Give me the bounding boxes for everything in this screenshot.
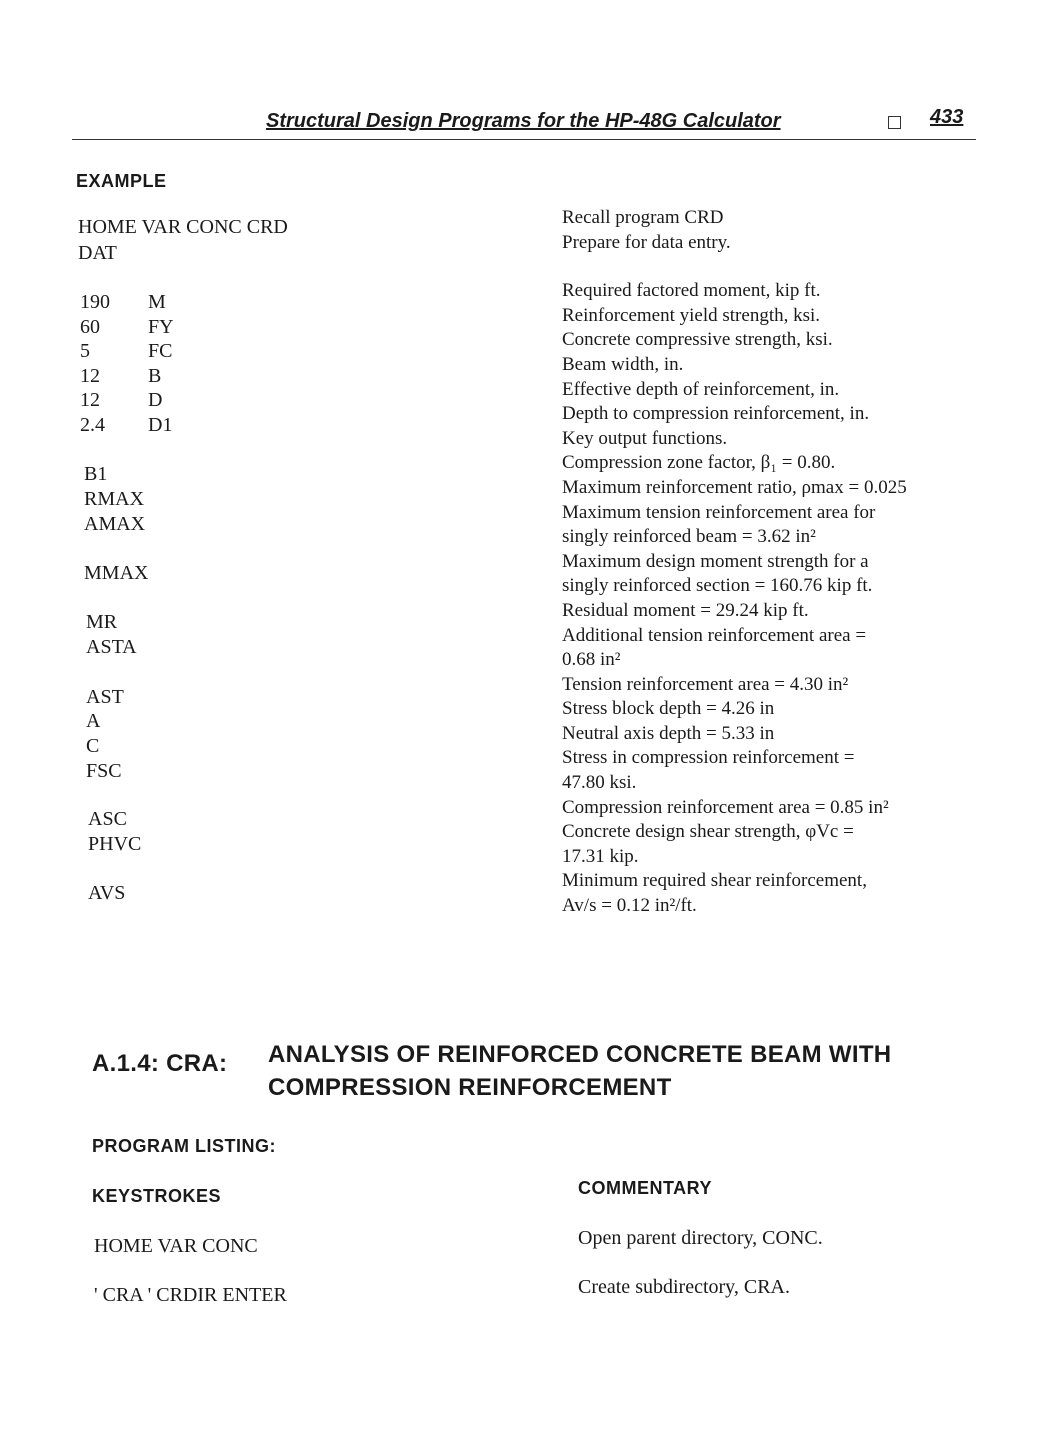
commentary-line: Residual moment = 29.24 kip ft. [562,599,809,621]
commentary-line: Prepare for data entry. [562,231,731,253]
input-name: B [148,364,162,387]
command-line-2: DAT [78,242,117,264]
output-asta: ASTA [86,636,137,658]
input-row [80,413,174,438]
commentary-line: Compression zone factor, β₁ = 0.80. [562,452,836,474]
section-number: A.1.4: CRA: [92,1050,228,1077]
commentary-line: Neutral axis depth = 5.33 in [562,722,775,744]
output-rmax: RMAX [84,488,145,510]
program-listing-label: PROGRAM LISTING: [92,1136,276,1156]
commentary-column [562,206,982,919]
input-row [80,315,174,340]
commentary-line: Reinforcement yield strength, ksi. [562,304,821,326]
page-number: 433 [930,106,964,128]
input-name: FC [148,340,173,362]
input-value: 190 [80,291,110,313]
command-line-1: HOME VAR CONC CRD [78,216,288,238]
output-asc: ASC [88,808,127,830]
input-name: M [148,291,166,313]
output-phvc: PHVC [88,833,142,855]
commentary-line: Stress in compression reinforcement = [562,747,855,769]
output-amax: AMAX [84,513,146,535]
commentary-line: Key output functions. [562,427,728,449]
commentary-line: Maximum design moment strength for a [562,550,869,572]
commentary-line: Concrete design shear strength, φVc = [562,821,854,843]
commentary-label: COMMENTARY [578,1178,712,1198]
commentary-line: Required factored moment, kip ft. [562,280,821,302]
input-row [80,290,174,315]
commentary-line: Depth to compression reinforcement, in. [562,403,870,425]
example-label: EXAMPLE [76,171,167,191]
keystroke-row-1: HOME VAR CONC [94,1235,258,1257]
square-icon [888,113,901,131]
commentary-line: Av/s = 0.12 in²/ft. [562,895,697,917]
input-row [80,339,174,364]
commentary-line: Maximum tension reinforcement area for [562,501,876,523]
commentary-line: Minimum required shear reinforcement, [562,870,867,892]
section-title-line-2: COMPRESSION REINFORCEMENT [268,1074,672,1101]
comment-row-2: Create subdirectory, CRA. [578,1276,790,1298]
output-a: A [86,710,101,732]
input-value: 12 [80,364,100,387]
commentary-line: singly reinforced section = 160.76 kip ft. [562,575,873,597]
commentary-line: Stress block depth = 4.26 in [562,698,775,720]
commentary-line: Effective depth of reinforcement, in. [562,378,840,400]
header-rule [72,139,976,140]
commentary-line: Recall program CRD [562,207,724,228]
output-mr: MR [86,611,118,633]
input-name: D1 [148,413,173,436]
commentary-line: 17.31 kip. [562,845,639,867]
output-c: C [86,735,100,757]
output-avs: AVS [88,882,126,904]
commentary-line: 0.68 in² [562,649,621,671]
keystrokes-label: KEYSTROKES [92,1186,222,1206]
input-value: 12 [80,389,100,411]
commentary-line: 47.80 ksi. [562,772,637,794]
input-value: 5 [80,340,90,362]
section-title-line-1: ANALYSIS OF REINFORCED CONCRETE BEAM WITH [268,1041,892,1068]
input-value: 60 [80,315,100,338]
input-name: D [148,389,163,411]
output-b1: B1 [84,463,108,485]
keystroke-row-2: ' CRA ' CRDIR ENTER [94,1284,287,1306]
output-mmax: MMAX [84,562,149,584]
input-row [80,388,174,413]
comment-row-1: Open parent directory, CONC. [578,1227,823,1249]
commentary-line: Compression reinforcement area = 0.85 in² [562,796,889,818]
commentary-line: Additional tension reinforcement area = [562,624,867,646]
output-fsc: FSC [86,760,122,782]
input-row [80,364,174,389]
input-name: FY [148,315,174,338]
commentary-line: Beam width, in. [562,353,684,375]
output-ast: AST [86,686,124,708]
commentary-line: singly reinforced beam = 3.62 in² [562,526,816,548]
commentary-line: Maximum reinforcement ratio, ρmax = 0.025 [562,476,907,498]
commentary-line: Tension reinforcement area = 4.30 in² [562,673,849,695]
commentary-line: Concrete compressive strength, ksi. [562,329,833,351]
input-value: 2.4 [80,413,105,436]
input-list [80,290,174,437]
running-header-title: Structural Design Programs for the HP-48G Calculator [266,110,781,132]
